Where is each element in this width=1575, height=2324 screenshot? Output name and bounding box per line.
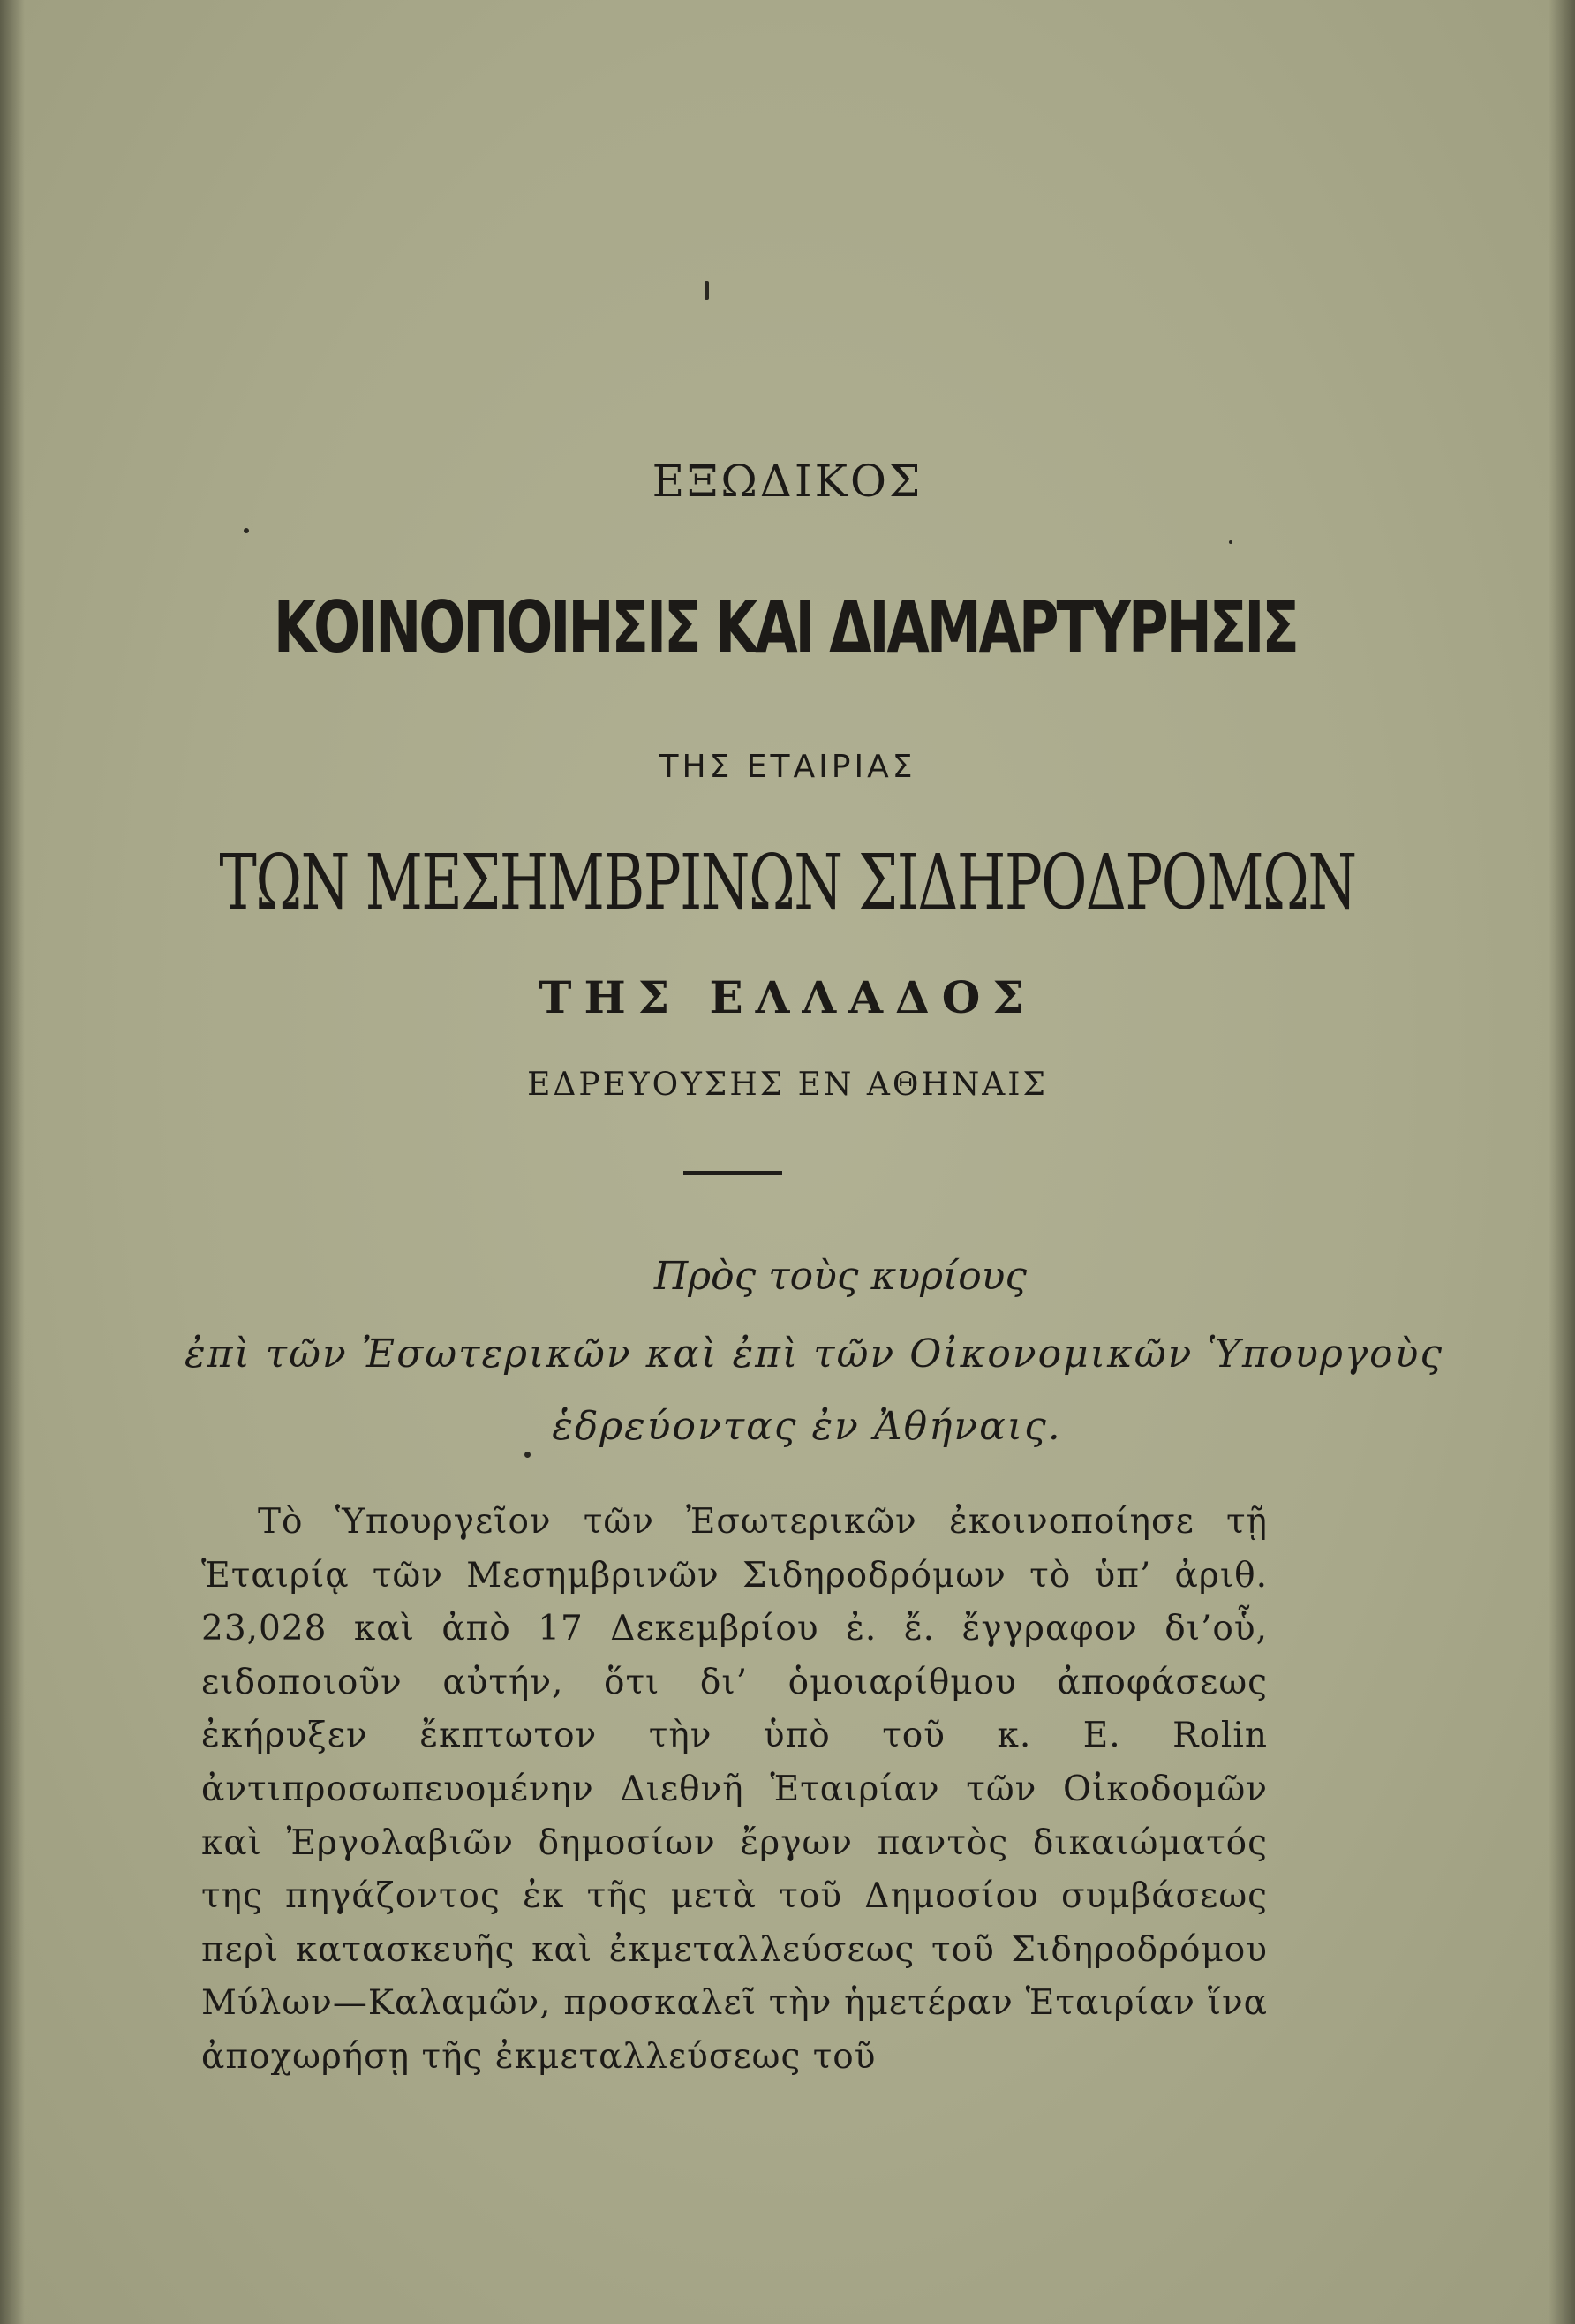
page-edge-shadow-left xyxy=(0,0,25,2324)
ink-speck xyxy=(705,281,709,300)
ink-speck xyxy=(244,528,249,533)
subtitle-greece: ΤΗΣ ΕΛΛΑΔΟΣ xyxy=(539,971,1036,1023)
subtitle-seat-athens: ΕΔΡΕΥΟΥΣΗΣ ΕΝ ΑΘΗΝΑΙΣ xyxy=(527,1067,1048,1103)
ink-speck xyxy=(1229,540,1232,544)
title-exodikos: ΕΞΩΔΙΚΟΣ xyxy=(652,456,923,507)
page-edge-shadow-right xyxy=(1549,0,1575,2324)
subtitle-company: ΤΗΣ ΕΤΑΙΡΙΑΣ xyxy=(659,749,916,785)
body-paragraph: Τὸ Ὑπουργεῖον τῶν Ἐσωτερικῶν ἐκοινοποίησε τῇ Ἑταιρίᾳ τῶν Μεσημβρινῶν Σιδηροδρόμων τὸ ὑπ’ ἀριθ. 23,028 καὶ ἀπὸ 17 Δεκεμβρίου ἐ. ἔ. ἔγγραφον δι’οὗ, ειδοποιοῦν αὐτήν, ὅτι δι’ ὁμοιαρίθμου ἀποφάσεως ἐκήρυξεν ἔκπτωτον τὴν ὑπὸ τοῦ κ. E. Rolin ἀντιπροσωπευομένην Διεθνῆ Ἑταιρίαν τῶν Οἰκοδομῶν καὶ Ἐργολαβιῶν δημοσίων ἔργων παντὸς δικαιώματός της πηγάζοντος ἐκ τῆς μετὰ τοῦ Δημοσίου συμβάσεως περὶ κατασκευῆς καὶ ἐκμεταλλεύσεως τοῦ Σιδηροδρόμου Μύλων—Καλαμῶν, προσκαλεῖ τὴν ἡμετέραν Ἑταιρίαν ἵνα ἀποχωρήσῃ τῆς ἐκμεταλλεύσεως τοῦ xyxy=(201,1502,1268,2077)
title-railways: ΤΩΝ ΜΕΣΗΜΒΡΙΝΩΝ ΣΙΔΗΡΟΔΡΟΜΩΝ xyxy=(219,839,1356,927)
address-line-2: ἐπὶ τῶν Ἐσωτερικῶν καὶ ἐπὶ τῶν Οἰκονομικῶν Ὑπουργοὺς xyxy=(184,1332,1444,1377)
ink-speck xyxy=(524,1452,531,1458)
address-line-3: ἑδρεύοντας ἐν Ἀθήναις. xyxy=(552,1404,1062,1449)
address-line-1: Πρὸς τοὺς κυρίους xyxy=(653,1254,1028,1299)
section-divider xyxy=(683,1171,782,1175)
title-notification-protest: ΚΟΙΝΟΠΟΙΗΣΙΣ ΚΑΙ ΔΙΑΜΑΡΤΥΡΗΣΙΣ xyxy=(273,586,1297,668)
